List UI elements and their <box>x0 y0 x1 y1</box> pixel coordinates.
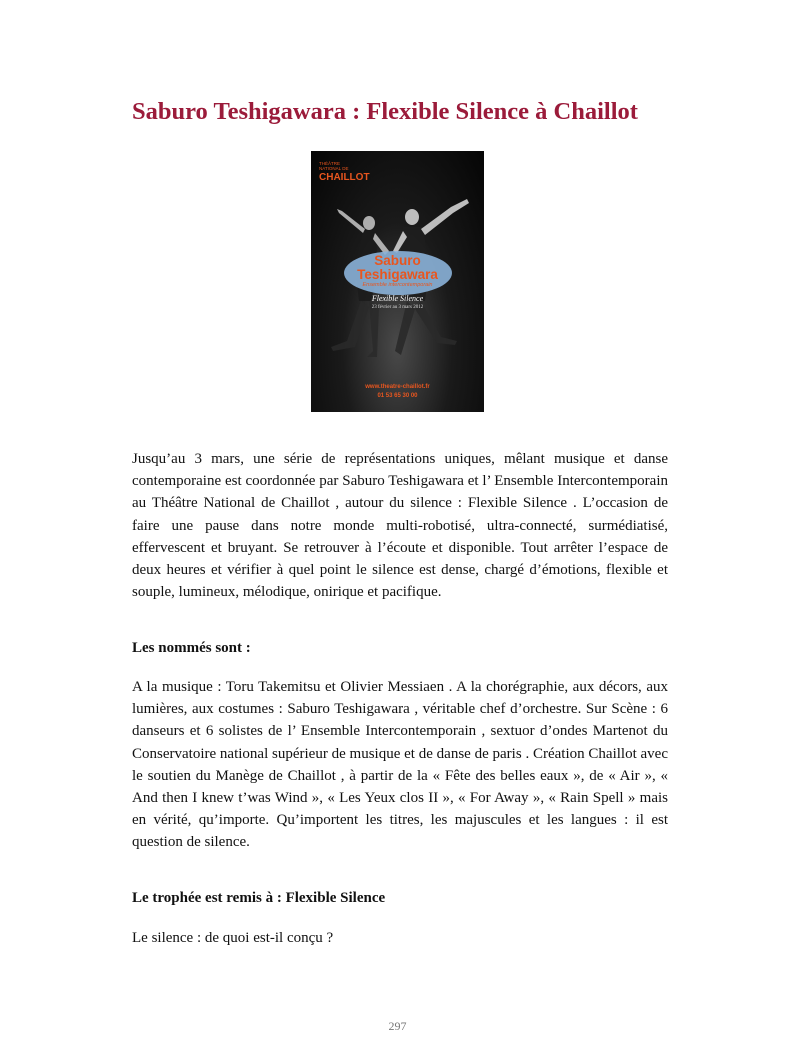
poster-show-title: Flexible Silence <box>371 294 424 303</box>
poster-subtitle: Ensemble intercontemporain <box>362 282 433 288</box>
nominees-heading: Les nommés sont : <box>132 640 251 656</box>
poster-name-line2: Teshigawara <box>357 267 438 282</box>
theatre-logo <box>319 161 370 183</box>
poster-name-line1: Saburo <box>374 253 421 268</box>
poster-phone: 01 53 65 30 00 <box>377 393 418 399</box>
logo-main-text: CHAILLOT <box>319 172 370 183</box>
poster-dates: 23 février au 3 mars 2012 <box>371 305 424 310</box>
logo-small-text: THÉÂTRE NATIONAL DE <box>319 161 349 171</box>
page-number: 297 <box>388 1019 407 1033</box>
trophy-heading: Le trophée est remis à : Flexible Silence <box>132 890 386 906</box>
poster-website: www.theatre-chaillot.fr <box>365 384 430 390</box>
intro-paragraph: Jusqu’au 3 mars, une série de représentations uniques, mêlant musique et danse contemporaine est coordonnée par Saburo Teshigawara et l’ Ensemble Intercontemporain au Théâtre National de Chaillot , autour du silence : Flexible Silence . L’occasion de faire une pause dans notre monde multi-robotisé, ultra-connecté, surmédiatisé, effervescent et bruyant. Se retrouver à l’écoute et disponible. Tout arrêter l’espace de deux heures et vérifier à quel point le silence est dense, chargé d’émotions, flexible et souple, lumineux, mélodique, onirique et pacifique. <box>132 451 668 601</box>
nominees-paragraph: A la musique : Toru Takemitsu et Olivier Messiaen . A la chorégraphie, aux décors, aux lumières, aux costumes : Saburo Teshigawara , véritable chef d’orchestre. Sur Scène : 6 danseurs et 6 solistes de l’ Ensemble Intercontemporain , sextuor d’ondes Martenot du Conservatoire national supérieur de musique et de danse de paris . Création Chaillot avec le soutien du Manège de Chaillot , à partir de la « Fête des belles eaux », de « Air », « And then I knew t’was Wind », « Les Yeux clos II », « For Away », « Rain Spell » mais en vérité, qu’importe. Qu’importent les titres, les majuscules et les langues : il est question de silence. <box>132 679 668 851</box>
event-poster-image <box>311 151 484 412</box>
page-title: Saburo Teshigawara : Flexible Silence à Chaillot <box>132 98 638 125</box>
closing-question: Le silence : de quoi est-il conçu ? <box>132 930 334 946</box>
